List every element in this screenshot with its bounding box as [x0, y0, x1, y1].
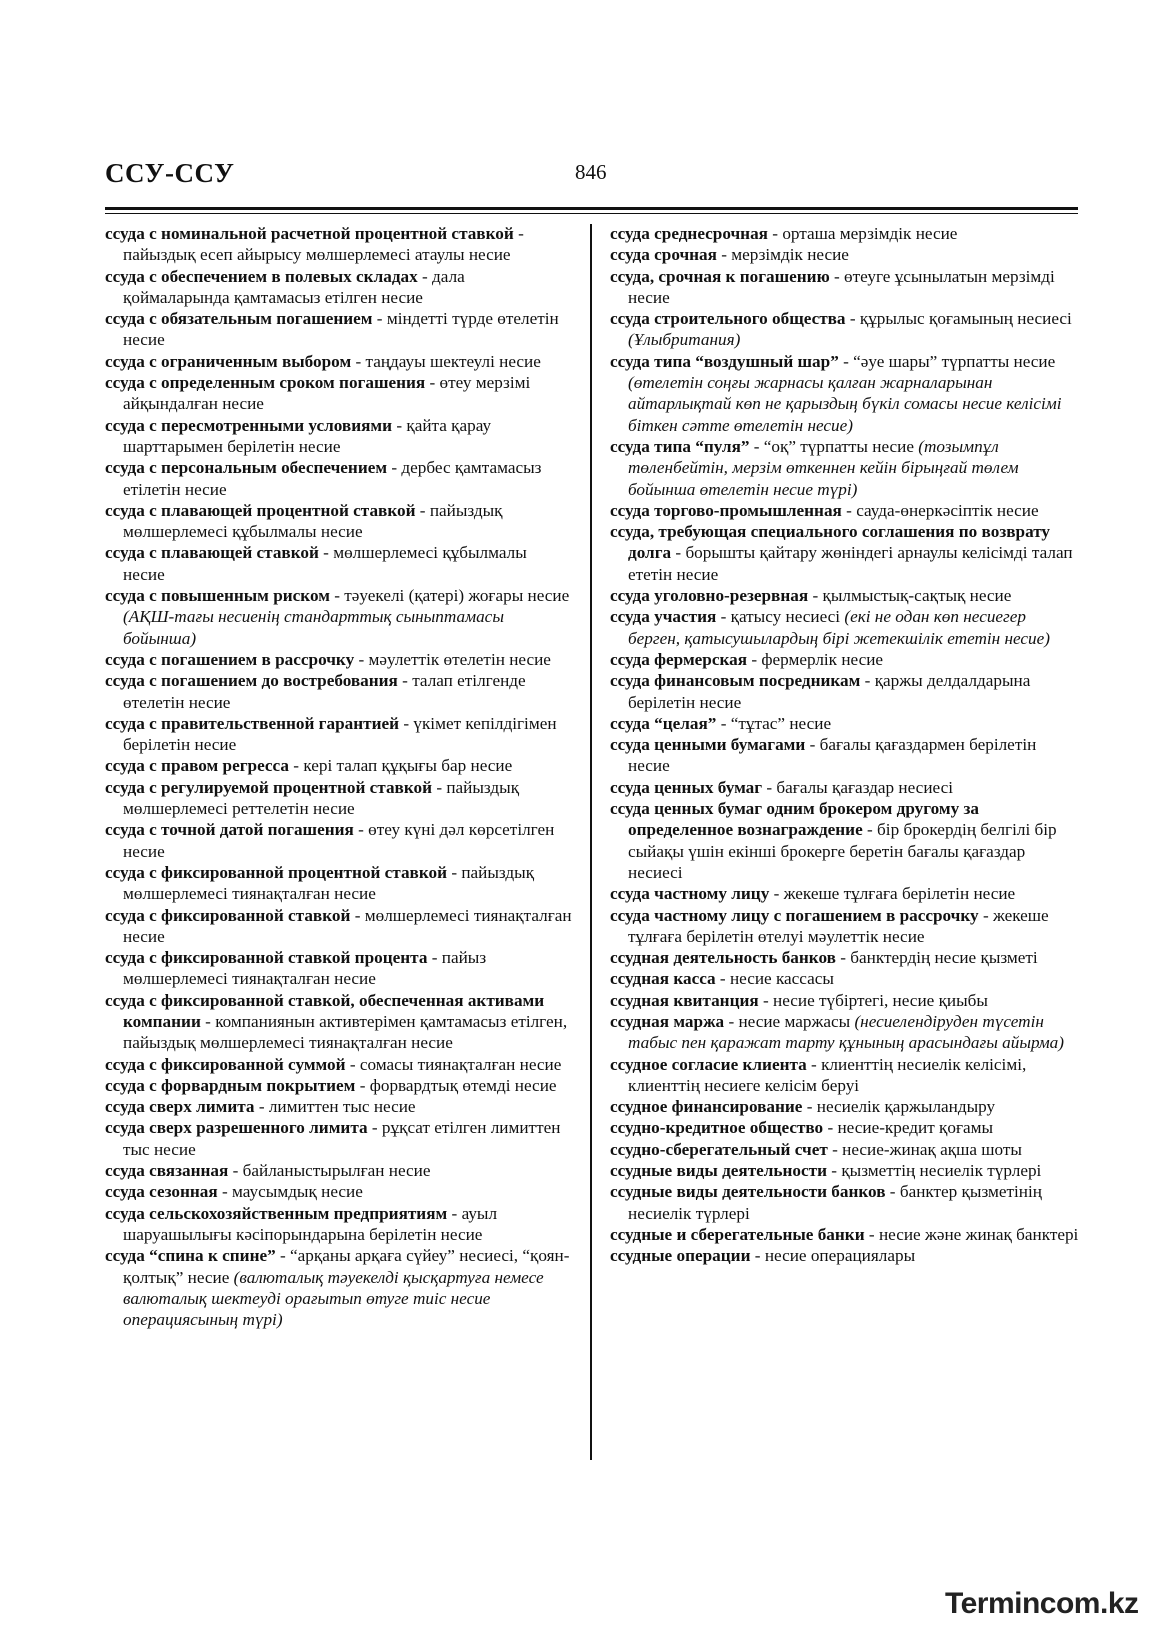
entry-definition: кері талап құқығы бар несие — [303, 756, 513, 776]
entry-note: (Ұлыбритания) — [628, 330, 741, 350]
entry-term: ссуда сверх разрешенного лимита — [105, 1118, 368, 1138]
left-column — [105, 223, 572, 1330]
page-number: 846 — [575, 160, 607, 184]
dictionary-entry: ссуда с номинальной расчетной процентной ставкой - пайыздық есеп айырысу мөлшерлемесі атаулы несие — [105, 224, 524, 265]
entry-term: ссудные и сберегательные банки — [610, 1224, 865, 1244]
entry-definition: “оқ” түрпатты несие — [763, 436, 914, 456]
dictionary-entry: ссуда уголовно-резервная - қылмыстық-сақтық несие — [610, 586, 1012, 606]
entry-term: ссуда с фиксированной ставкой процента — [105, 948, 428, 968]
entry-term: ссуда, срочная к погашению — [610, 266, 830, 286]
entry-definition: несиелік қаржыландыру — [816, 1097, 996, 1117]
entry-definition: несие-кредит қоғамы — [837, 1118, 994, 1138]
entry-term: ссудная касса — [610, 969, 716, 989]
entry-term: ссуда с погашением в рассрочку — [105, 649, 355, 669]
entry-definition: қаржы делдалдарына берілетін несие — [628, 671, 1031, 712]
entry-term: ссуда ценными бумагами — [610, 735, 806, 755]
entry-term: ссуда типа “пуля” — [610, 436, 750, 456]
entry-definition: несие және жинақ банктері — [878, 1224, 1079, 1244]
dictionary-entry: ссуда сельскохозяйственным предприятиям - ауыл шаруашылығы кәсіпорындарына берілетін несие — [105, 1203, 498, 1244]
entry-definition: пайыздық есеп айырысу мөлшерлемесі атаулы несие — [123, 245, 511, 265]
entry-term: ссуда сверх лимита — [105, 1097, 255, 1117]
dictionary-entry: ссуда участия - қатысу несиесі (екі не одан көп несиегер берген, қатысушылардың бірі жетекшілік ететін несие) — [610, 607, 1050, 648]
entry-term: ссуда участия — [610, 607, 717, 627]
entry-definition: банктердің несие қызметі — [850, 948, 1038, 968]
dictionary-entry: ссуда с плавающей процентной ставкой - пайыздық мөлшерлемесі құбылмалы несие — [105, 500, 503, 542]
entry-note: (валюталық тәуекелді қысқартуға немесе валюталық шектеуді орағытып өтуге тиіс несие операциясының түрі) — [123, 1267, 544, 1330]
dictionary-entry: ссудные операции - несие операциялары — [610, 1246, 916, 1266]
entry-definition: өтеу мерзімі айқындалған несие — [123, 373, 531, 414]
dictionary-entry: ссуда с фиксированной процентной ставкой - пайыздық мөлшерлемесі тиянақталған несие — [105, 862, 535, 904]
entry-note: (несиелендіруден түсетін табыс пен қаражат тарту құнының арасындағы айырма) — [628, 1011, 1064, 1053]
entry-definition: ауыл шаруашылығы кәсіпорындарына берілетін несие — [123, 1203, 498, 1244]
dictionary-entry: ссуда с фиксированной ставкой, обеспеченная активами компании - компаниянын активтерімен қамтамасыз етілген, пайыздық мөлшерлемесі тиянақталған несие — [105, 990, 568, 1053]
entry-definition: қатысу несиесі — [730, 607, 841, 627]
entry-term: ссуда с погашением до востребования — [105, 671, 398, 691]
entry-definition: бір брокердің белгілі бір сыйақы үшін екінші брокерге беретін бағалы қағаздар несиесі — [628, 820, 1057, 882]
entry-term: ссудно-сберегательный счет — [610, 1139, 828, 1159]
entry-definition: борышты қайтару жөніндегі арнаулы келісімді талап ететін несие — [628, 543, 1073, 584]
dictionary-entry: ссуда, срочная к погашению - өтеуге ұсынылатын мерзімді несие — [610, 266, 1055, 307]
entry-definition: банктер қызметінің несиелік түрлері — [628, 1182, 1042, 1223]
entry-term: ссуда с плавающей процентной ставкой — [105, 500, 416, 520]
dictionary-entry: ссуда среднесрочная - орташа мерзімдік несие — [610, 224, 958, 243]
entry-definition: дербес қамтамасыз етілетін несие — [123, 458, 542, 499]
entry-term: ссуда с фиксированной процентной ставкой — [105, 862, 448, 882]
entry-term: ссуда с фиксированной ставкой, обеспеченная активами компании — [105, 990, 545, 1031]
entry-definition: дала қоймаларында қамтамасыз етілген несие — [123, 266, 465, 307]
entry-term: ссуда с повышенным риском — [105, 586, 330, 606]
entry-term: ссуда частному лицу — [610, 884, 770, 904]
dictionary-entry: ссудно-сберегательный счет - несие-жинақ ақша шоты — [610, 1139, 1022, 1159]
entry-definition: қызметтің несиелік түрлері — [841, 1161, 1042, 1181]
dictionary-entry: ссуда “целая” - “тұтас” несие — [610, 713, 832, 733]
entry-definition: құрылыс қоғамының несиесі — [859, 309, 1072, 329]
dictionary-entry: ссуда торгово-промышленная - сауда-өнеркәсіптік несие — [610, 500, 1039, 520]
entry-definition: тәуекелі (қатері) жоғары несие — [344, 586, 570, 606]
entry-term: ссуда с плавающей ставкой — [105, 543, 319, 563]
entry-term: ссуда связанная — [105, 1161, 229, 1181]
dictionary-entry: ссуда, требующая специального соглашения по возврату долга - борышты қайтару жөніндегі арнаулы келісімді талап ететін несие — [610, 522, 1073, 584]
dictionary-entry: ссуда с персональным обеспечением - дербес қамтамасыз етілетін несие — [105, 458, 542, 499]
dictionary-entry: ссуда срочная - мерзімдік несие — [610, 245, 849, 265]
entry-note: (екі не одан көп несиегер берген, қатысушылардың бірі жетекшілік ететін несие) — [628, 607, 1050, 648]
dictionary-entry: ссуда с точной датой погашения - өтеу күні дәл көрсетілген несие — [105, 820, 555, 861]
entry-term: ссуда уголовно-резервная — [610, 586, 809, 606]
entry-note: (өтелетін соңғы жарнасы қалған жарналарынан айтарлықтай көп не қарыздың бүкіл сомасы несие келісімі біткен сәтте өтелетін несие) — [628, 373, 1062, 435]
entry-definition: жекеше тұлғаға берілетін өтелуі мәулеттік несие — [628, 905, 1049, 946]
entry-term: ссудное финансирование — [610, 1097, 803, 1117]
entry-term: ссуда сельскохозяйственным предприятиям — [105, 1203, 448, 1223]
dictionary-entry: ссуда связанная - байланыстырылған несие — [105, 1161, 431, 1181]
entry-term: ссуда с регулируемой процентной ставкой — [105, 777, 433, 797]
entry-term: ссуда с персональным обеспечением — [105, 458, 388, 478]
dictionary-entry: ссуда с фиксированной ставкой - мөлшерлемесі тиянақталған несие — [105, 905, 572, 946]
entry-term: ссуда строительного общества — [610, 309, 846, 329]
dictionary-entry: ссуда с погашением в рассрочку - мәулеттік өтелетін несие — [105, 649, 551, 669]
entry-definition: форвардтық өтемді несие — [369, 1075, 557, 1095]
entry-term: ссуда с форвардным покрытием — [105, 1075, 356, 1095]
entry-definition: маусымдық несие — [232, 1182, 363, 1202]
dictionary-entry: ссуда с фиксированной суммой - сомасы тиянақталған несие — [105, 1054, 562, 1074]
header-rule-thick — [105, 207, 1078, 210]
entry-definition: “тұтас” несие — [730, 713, 832, 733]
dictionary-entry: ссуда строительного общества - құрылыс қоғамының несиесі (Ұлыбритания) — [610, 309, 1072, 350]
entry-term: ссуда с фиксированной суммой — [105, 1054, 346, 1074]
entry-definition: несие кассасы — [729, 969, 834, 989]
entry-term: ссуда с ограниченным выбором — [105, 351, 352, 371]
entry-term: ссудные виды деятельности банков — [610, 1182, 886, 1202]
entry-definition: талап етілгенде өтелетін несие — [123, 671, 526, 712]
entry-term: ссуда с пересмотренными условиями — [105, 415, 393, 435]
dictionary-entry: ссудные виды деятельности банков - банктер қызметінің несиелік түрлері — [610, 1182, 1042, 1223]
dictionary-entry: ссудные и сберегательные банки - несие және жинақ банктері — [610, 1224, 1079, 1244]
entry-term: ссуда с правительственной гарантией — [105, 713, 400, 733]
entry-term: ссудная квитанция — [610, 990, 759, 1010]
entry-definition: мөлшерлемесі тиянақталған несие — [123, 905, 572, 946]
entry-definition: өтеуге ұсынылатын мерзімді несие — [628, 266, 1055, 307]
entry-definition: несие-жинақ ақша шоты — [842, 1139, 1022, 1159]
entry-definition: бағалы қағаздар несиесі — [776, 777, 953, 797]
entry-definition: орташа мерзімдік несие — [782, 224, 958, 243]
dictionary-entry: ссуда с фиксированной ставкой процента - пайыз мөлшерлемесі тиянақталған несие — [105, 948, 487, 989]
dictionary-entry: ссуда с погашением до востребования - талап етілгенде өтелетін несие — [105, 671, 526, 712]
page-header-title: ССУ-ССУ — [105, 158, 235, 188]
dictionary-entry: ссуда с пересмотренными условиями - қайта қарау шарттарымен берілетін несие — [105, 415, 492, 456]
dictionary-entry: ссуда с правом регресса - кері талап құқығы бар несие — [105, 756, 513, 776]
dictionary-entry: ссудные виды деятельности - қызметтің несиелік түрлері — [610, 1161, 1042, 1181]
entry-term: ссуда с определенным сроком погашения — [105, 373, 426, 393]
entry-term: ссуда среднесрочная — [610, 224, 768, 243]
entry-term: ссуда сезонная — [105, 1182, 218, 1202]
entry-term: ссудные операции — [610, 1246, 751, 1266]
dictionary-entry: ссуда с форвардным покрытием - форвардтық өтемді несие — [105, 1075, 557, 1095]
entry-definition: мерзімдік несие — [731, 245, 849, 265]
dictionary-entry: ссуда фермерская - фермерлік несие — [610, 649, 884, 669]
dictionary-entry: ссуда с обязательным погашением - міндетті түрде өтелетін несие — [105, 309, 559, 350]
dictionary-entry: ссуда “спина к спине” - “арқаны арқаға сүйеу” несиесі, “қоян-қолтық” несие (валюталық тәуекелді қысқартуға немесе валюталық шектеуді орағытып өтуге тиіс несие операциясының түрі) — [105, 1246, 570, 1330]
dictionary-entry: ссудная касса - несие кассасы — [610, 969, 834, 989]
right-column — [610, 223, 1080, 1267]
entry-definition: байланыстырылған несие — [242, 1161, 431, 1181]
entry-definition: лимиттен тыс несие — [268, 1097, 416, 1117]
dictionary-entry: ссуда ценных бумаг одним брокером другому за определенное вознаграждение - бір брокердің белгілі бір сыйақы үшін екінші брокерге беретін бағалы қағаздар несиесі — [610, 799, 1057, 882]
entry-note: (АҚШ-тағы несиенің стандарттық сыныптамасы бойынша) — [123, 607, 504, 648]
entry-definition: несие маржасы — [738, 1011, 851, 1031]
entry-term: ссуда с правом регресса — [105, 756, 289, 776]
entry-term: ссуда “целая” — [610, 713, 717, 733]
dictionary-entry: ссуда частному лицу с погашением в рассрочку - жекеше тұлғаға берілетін өтелуі мәулеттік несие — [610, 905, 1049, 946]
dictionary-entry: ссудно-кредитное общество - несие-кредит қоғамы — [610, 1118, 994, 1138]
entry-term: ссуда с точной датой погашения — [105, 820, 354, 840]
entry-definition: пайыз мөлшерлемесі тиянақталған несие — [123, 948, 487, 989]
entry-definition: несие операциялары — [764, 1246, 916, 1266]
entry-term: ссудные виды деятельности — [610, 1161, 827, 1181]
entry-definition: қайта қарау шарттарымен берілетін несие — [123, 415, 492, 456]
dictionary-entry: ссудная деятельность банков - банктердің несие қызметі — [610, 948, 1038, 968]
entry-definition: фермерлік несие — [761, 649, 884, 669]
entry-definition: міндетті түрде өтелетін несие — [123, 309, 559, 350]
dictionary-entry: ссуда с ограниченным выбором - таңдауы шектеулі несие — [105, 351, 541, 371]
entry-term: ссуда “спина к спине” — [105, 1246, 276, 1266]
entry-term: ссуда с номинальной расчетной процентной ставкой — [105, 224, 514, 243]
dictionary-entry: ссудная маржа - несие маржасы (несиелендіруден түсетін табыс пен қаражат тарту құнының арасындағы айырма) — [610, 1011, 1064, 1053]
entry-term: ссудное согласие клиента — [610, 1054, 807, 1074]
entry-definition: клиенттің несиелік келісімі, клиенттің несиеге келісім беруі — [628, 1054, 1027, 1095]
dictionary-entry: ссуда с повышенным риском - тәуекелі (қатері) жоғары несие (АҚШ-тағы несиенің стандарттық сыныптамасы бойынша) — [105, 586, 570, 648]
dictionary-entry: ссуда ценными бумагами - бағалы қағаздармен берілетін несие — [610, 735, 1037, 776]
dictionary-entry: ссуда с плавающей ставкой - мөлшерлемесі құбылмалы несие — [105, 543, 527, 584]
entry-term: ссуда с фиксированной ставкой — [105, 905, 351, 925]
column-divider — [590, 224, 592, 1460]
dictionary-entry: ссуда с правительственной гарантией - үкімет кепілдігімен берілетін несие — [105, 713, 557, 755]
entry-definition: пайыздық мөлшерлемесі құбылмалы несие — [123, 500, 503, 542]
entry-definition: пайыздық мөлшерлемесі тиянақталған несие — [123, 862, 535, 904]
entry-term: ссудная деятельность банков — [610, 948, 836, 968]
entry-term: ссудно-кредитное общество — [610, 1118, 824, 1138]
entry-definition: пайыздық мөлшерлемесі реттелетін несие — [123, 777, 520, 819]
dictionary-entry: ссуда с регулируемой процентной ставкой - пайыздық мөлшерлемесі реттелетін несие — [105, 777, 520, 819]
entry-term: ссуда финансовым посредникам — [610, 671, 861, 691]
header-rule-thin — [105, 213, 1078, 214]
watermark-logo: Termincom.kz — [945, 1587, 1139, 1620]
dictionary-entry: ссуда с обеспечением в полевых складах - дала қоймаларында қамтамасыз етілген несие — [105, 266, 465, 307]
entry-term: ссуда с обязательным погашением — [105, 309, 373, 329]
dictionary-entry: ссуда типа “воздушный шар” - “әуе шары” түрпатты несие (өтелетін соңғы жарнасы қалған жарналарынан айтарлықтай көп не қарыздың бүкіл сомасы несие келісімі біткен сәтте өтелетін несие) — [610, 351, 1062, 435]
dictionary-entry: ссуда сверх лимита - лимиттен тыс несие — [105, 1097, 416, 1117]
dictionary-entry: ссуда частному лицу - жекеше тұлғаға берілетін несие — [610, 884, 1016, 904]
entry-definition: несие түбіртегі, несие қиыбы — [773, 990, 988, 1010]
entry-term: ссуда частному лицу с погашением в рассрочку — [610, 905, 979, 925]
entry-term: ссуда, требующая специального соглашения по возврату долга — [610, 522, 1051, 563]
dictionary-entry: ссуда с определенным сроком погашения - өтеу мерзімі айқындалған несие — [105, 373, 531, 414]
dictionary-entry: ссудное согласие клиента - клиенттің несиелік келісімі, клиенттің несиеге келісім беруі — [610, 1054, 1027, 1095]
entry-definition: компаниянын активтерімен қамтамасыз етілген, пайыздық мөлшерлемесі тиянақталған несие — [123, 1011, 568, 1053]
entry-term: ссуда фермерская — [610, 649, 748, 669]
entry-note: (тозымпұл төленбейтін, мерзім өткеннен кейін бірыңғай төлем бойынша өтелетін несие түрі) — [628, 436, 1019, 499]
entry-term: ссуда срочная — [610, 245, 717, 265]
dictionary-entry: ссудная квитанция - несие түбіртегі, несие қиыбы — [610, 990, 988, 1010]
entry-definition: жекеше тұлғаға берілетін несие — [783, 884, 1016, 904]
entry-definition: “әуе шары” түрпатты несие — [853, 351, 1056, 371]
entry-term: ссудная маржа — [610, 1011, 725, 1031]
dictionary-entry: ссуда типа “пуля” - “оқ” түрпатты несие (тозымпұл төленбейтін, мерзім өткеннен кейін бірыңғай төлем бойынша өтелетін несие түрі) — [610, 436, 1019, 499]
entry-definition: “арқаны арқаға сүйеу” несиесі, “қоян-қолтық” несие — [123, 1246, 570, 1287]
entry-term: ссуда торгово-промышленная — [610, 500, 842, 520]
entry-term: ссуда типа “воздушный шар” — [610, 351, 839, 371]
entry-definition: бағалы қағаздармен берілетін несие — [628, 735, 1037, 776]
dictionary-entry: ссуда сверх разрешенного лимита - рұқсат етілген лимиттен тыс несие — [105, 1118, 561, 1159]
entry-definition: таңдауы шектеулі несие — [365, 351, 541, 371]
entry-term: ссуда ценных бумаг — [610, 777, 763, 797]
entry-definition: сомасы тиянақталған несие — [359, 1054, 562, 1074]
entry-definition: қылмыстық-сақтық несие — [822, 586, 1012, 606]
entry-term: ссуда ценных бумаг одним брокером другому за определенное вознаграждение — [610, 799, 980, 840]
dictionary-entry: ссуда сезонная - маусымдық несие — [105, 1182, 363, 1202]
dictionary-entry: ссуда финансовым посредникам - қаржы делдалдарына берілетін несие — [610, 671, 1031, 712]
dictionary-entry: ссуда ценных бумаг - бағалы қағаздар несиесі — [610, 777, 953, 797]
entry-definition: рұқсат етілген лимиттен тыс несие — [123, 1118, 561, 1159]
dictionary-entry: ссудное финансирование - несиелік қаржыландыру — [610, 1097, 996, 1117]
entry-term: ссуда с обеспечением в полевых складах — [105, 266, 418, 286]
entry-definition: мәулеттік өтелетін несие — [368, 649, 551, 669]
entry-definition: өтеу күні дәл көрсетілген несие — [123, 820, 555, 861]
entry-definition: мөлшерлемесі құбылмалы несие — [123, 543, 527, 584]
entry-definition: сауда-өнеркәсіптік несие — [856, 500, 1039, 520]
entry-definition: үкімет кепілдігімен берілетін несие — [123, 713, 557, 755]
